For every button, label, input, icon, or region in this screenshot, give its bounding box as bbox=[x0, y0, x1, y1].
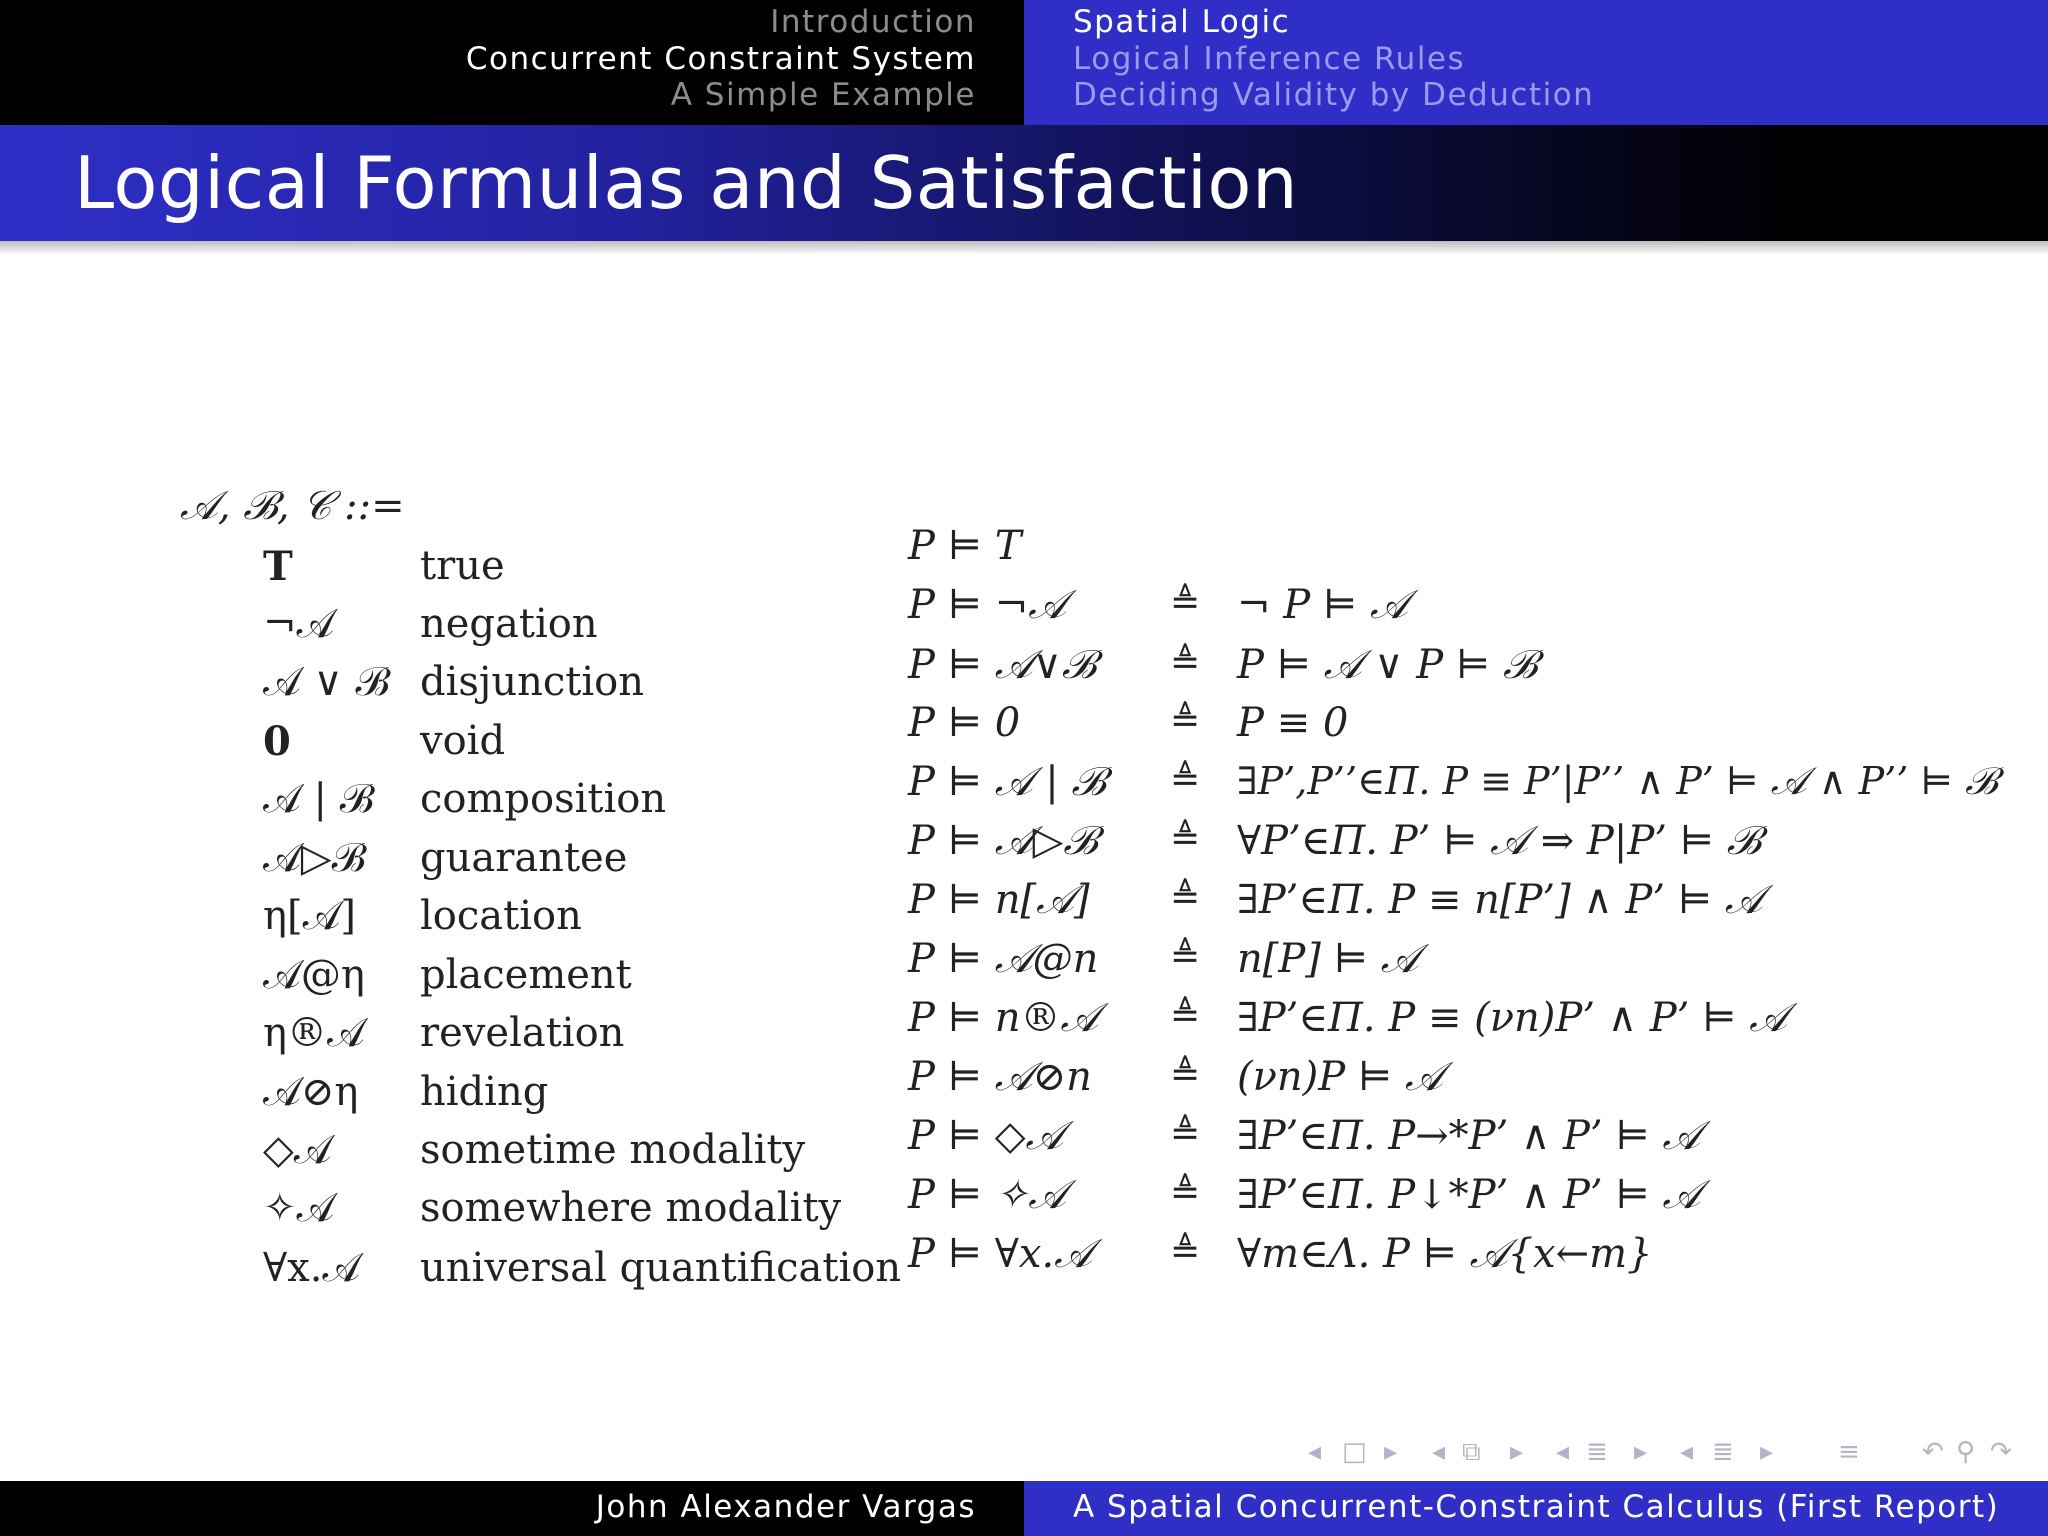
grammar-description: negation bbox=[420, 601, 598, 647]
definition-symbol: ≜ bbox=[1170, 1231, 1201, 1272]
satisfaction-rhs: ∀P’∈Π. P’ ⊨ 𝒜 ⇒ P|P’ ⊨ ℬ bbox=[1237, 818, 1761, 864]
satisfaction-lhs: P ⊨ 𝒜@n bbox=[908, 936, 1099, 982]
satisfaction-rhs: n[P] ⊨ 𝒜 bbox=[1237, 936, 1419, 982]
satisfaction-rhs: ∃P’∈Π. P↓*P’ ∧ P’ ⊨ 𝒜 bbox=[1237, 1172, 1701, 1218]
grammar-head: 𝒜, ℬ, 𝒞 ::= bbox=[180, 483, 405, 529]
definition-symbol: ≜ bbox=[1170, 582, 1201, 623]
satisfaction-lhs: P ⊨ 𝒜∨ℬ bbox=[908, 642, 1096, 688]
nav-left-arrow-icon[interactable]: ◂ bbox=[1308, 1437, 1322, 1467]
definition-symbol: ≜ bbox=[1170, 1054, 1201, 1095]
subsection-list bbox=[1073, 4, 1594, 114]
subsection-navigation bbox=[1024, 0, 2048, 125]
satisfaction-lhs: P ⊨ T bbox=[908, 523, 1022, 569]
grammar-description: revelation bbox=[420, 1010, 625, 1056]
subsection-logical-inference-rules[interactable]: Logical Inference Rules bbox=[1073, 40, 1466, 77]
title-shadow bbox=[0, 241, 2048, 255]
definition-symbol: ≜ bbox=[1170, 995, 1201, 1036]
grammar-symbol: 𝒜⊘η bbox=[263, 1069, 359, 1115]
grammar-description: location bbox=[420, 893, 582, 939]
grammar-description: guarantee bbox=[420, 835, 628, 881]
nav-left-arrow-icon[interactable]: ◂ bbox=[1556, 1437, 1570, 1467]
grammar-symbol: 𝒜 ∨ ℬ bbox=[263, 659, 390, 705]
footer-title: A Spatial Concurrent-Constraint Calculus (First Report) bbox=[1073, 1489, 2000, 1525]
grammar-symbol: ∀x.𝒜 bbox=[263, 1245, 361, 1291]
nav-right-arrow-icon[interactable]: ▸ bbox=[1384, 1437, 1398, 1467]
grammar-symbol: 𝒜@η bbox=[263, 952, 365, 998]
section-navigation bbox=[0, 0, 1024, 125]
satisfaction-rhs: ¬ P ⊨ 𝒜 bbox=[1237, 582, 1408, 628]
grammar-description: somewhere modality bbox=[420, 1185, 842, 1231]
appendix-icon[interactable]: ≡ bbox=[1838, 1437, 1860, 1467]
satisfaction-lhs: P ⊨ ✧𝒜 bbox=[908, 1172, 1067, 1218]
satisfaction-rhs: ∃P’∈Π. P ≡ (νn)P’ ∧ P’ ⊨ 𝒜 bbox=[1237, 995, 1788, 1041]
satisfaction-rhs: P ⊨ 𝒜 ∨ P ⊨ ℬ bbox=[1237, 642, 1537, 688]
document-icon[interactable]: ≣ bbox=[1712, 1437, 1734, 1467]
grammar-symbol: ¬𝒜 bbox=[263, 601, 335, 647]
footer-author-box bbox=[0, 1481, 1024, 1536]
grammar-description: void bbox=[420, 718, 506, 764]
grammar-description: disjunction bbox=[420, 659, 644, 705]
subsection-spatial-logic[interactable]: Spatial Logic bbox=[1073, 4, 1291, 40]
nav-left-arrow-icon[interactable]: ◂ bbox=[1680, 1437, 1694, 1467]
definition-symbol: ≜ bbox=[1170, 877, 1201, 918]
satisfaction-rhs: ∃P’∈Π. P→*P’ ∧ P’ ⊨ 𝒜 bbox=[1237, 1113, 1701, 1159]
grammar-description: universal quantification bbox=[420, 1245, 902, 1291]
grammar-description: placement bbox=[420, 952, 632, 998]
subsection-icon[interactable]: ⧉ bbox=[1462, 1437, 1481, 1467]
nav-right-arrow-icon[interactable]: ▸ bbox=[1634, 1437, 1648, 1467]
satisfaction-lhs: P ⊨ 𝒜▷ℬ bbox=[908, 818, 1097, 864]
satisfaction-rhs: ∀m∈Λ. P ⊨ 𝒜{x←m} bbox=[1237, 1231, 1653, 1277]
subsection-deciding-validity[interactable]: Deciding Validity by Deduction bbox=[1073, 77, 1595, 113]
definition-symbol: ≜ bbox=[1170, 759, 1201, 800]
definition-symbol: ≜ bbox=[1170, 818, 1201, 859]
section-introduction[interactable]: Introduction bbox=[770, 4, 976, 40]
satisfaction-lhs: P ⊨ 0 bbox=[908, 700, 1021, 746]
definition-symbol: ≜ bbox=[1170, 642, 1201, 683]
section-list bbox=[466, 4, 976, 114]
frame-title-bar bbox=[0, 125, 2048, 241]
frame-title: Logical Formulas and Satisfaction bbox=[74, 141, 1299, 225]
grammar-symbol: T bbox=[263, 543, 293, 590]
undo-icon[interactable]: ↶ bbox=[1922, 1437, 1944, 1467]
grammar-description: sometime modality bbox=[420, 1127, 806, 1173]
section-icon[interactable]: ≣ bbox=[1586, 1437, 1608, 1467]
satisfaction-rhs: (νn)P ⊨ 𝒜 bbox=[1237, 1054, 1443, 1100]
footer-title-box bbox=[1024, 1481, 2048, 1536]
nav-right-arrow-icon[interactable]: ▸ bbox=[1510, 1437, 1524, 1467]
definition-symbol: ≜ bbox=[1170, 1172, 1201, 1213]
satisfaction-rhs: ∃P’,P’’∈Π. P ≡ P’|P’’ ∧ P’ ⊨ 𝒜 ∧ P’’ ⊨ ℬ bbox=[1237, 759, 1998, 803]
grammar-symbol: 𝒜 | ℬ bbox=[263, 776, 374, 822]
satisfaction-lhs: P ⊨ 𝒜⊘n bbox=[908, 1054, 1092, 1100]
satisfaction-rhs: P ≡ 0 bbox=[1237, 700, 1349, 746]
footer-author: John Alexander Vargas bbox=[595, 1489, 976, 1525]
footer bbox=[0, 1481, 2048, 1536]
grammar-description: true bbox=[420, 543, 505, 589]
satisfaction-lhs: P ⊨ ∀x.𝒜 bbox=[908, 1231, 1092, 1277]
slide-content bbox=[0, 255, 2048, 1435]
search-icon[interactable]: ⚲ bbox=[1956, 1437, 1976, 1467]
nav-left-arrow-icon[interactable]: ◂ bbox=[1432, 1437, 1446, 1467]
grammar-symbol: η[𝒜] bbox=[263, 893, 357, 939]
satisfaction-lhs: P ⊨ n[𝒜] bbox=[908, 877, 1090, 923]
definition-symbol: ≜ bbox=[1170, 700, 1201, 741]
nav-right-arrow-icon[interactable]: ▸ bbox=[1760, 1437, 1774, 1467]
section-concurrent-constraint-system[interactable]: Concurrent Constraint System bbox=[465, 40, 976, 77]
definition-symbol: ≜ bbox=[1170, 936, 1201, 977]
frame-icon[interactable]: □ bbox=[1342, 1437, 1367, 1467]
satisfaction-rhs: ∃P’∈Π. P ≡ n[P’] ∧ P’ ⊨ 𝒜 bbox=[1237, 877, 1763, 923]
grammar-symbol: 0 bbox=[263, 718, 291, 765]
satisfaction-lhs: P ⊨ n®𝒜 bbox=[908, 995, 1099, 1041]
section-simple-example[interactable]: A Simple Example bbox=[670, 77, 976, 113]
grammar-symbol: 𝒜▷ℬ bbox=[263, 835, 366, 881]
grammar-symbol: η®𝒜 bbox=[263, 1010, 365, 1056]
redo-icon[interactable]: ↷ bbox=[1990, 1437, 2012, 1467]
grammar-description: composition bbox=[420, 776, 667, 822]
satisfaction-lhs: P ⊨ ◇𝒜 bbox=[908, 1113, 1064, 1159]
grammar-description: hiding bbox=[420, 1069, 549, 1115]
grammar-symbol: ◇𝒜 bbox=[263, 1127, 332, 1173]
satisfaction-lhs: P ⊨ 𝒜 | ℬ bbox=[908, 759, 1106, 805]
header-navigation bbox=[0, 0, 2048, 125]
satisfaction-lhs: P ⊨ ¬𝒜 bbox=[908, 582, 1067, 628]
definition-symbol: ≜ bbox=[1170, 1113, 1201, 1154]
grammar-symbol: ✧𝒜 bbox=[263, 1185, 335, 1231]
